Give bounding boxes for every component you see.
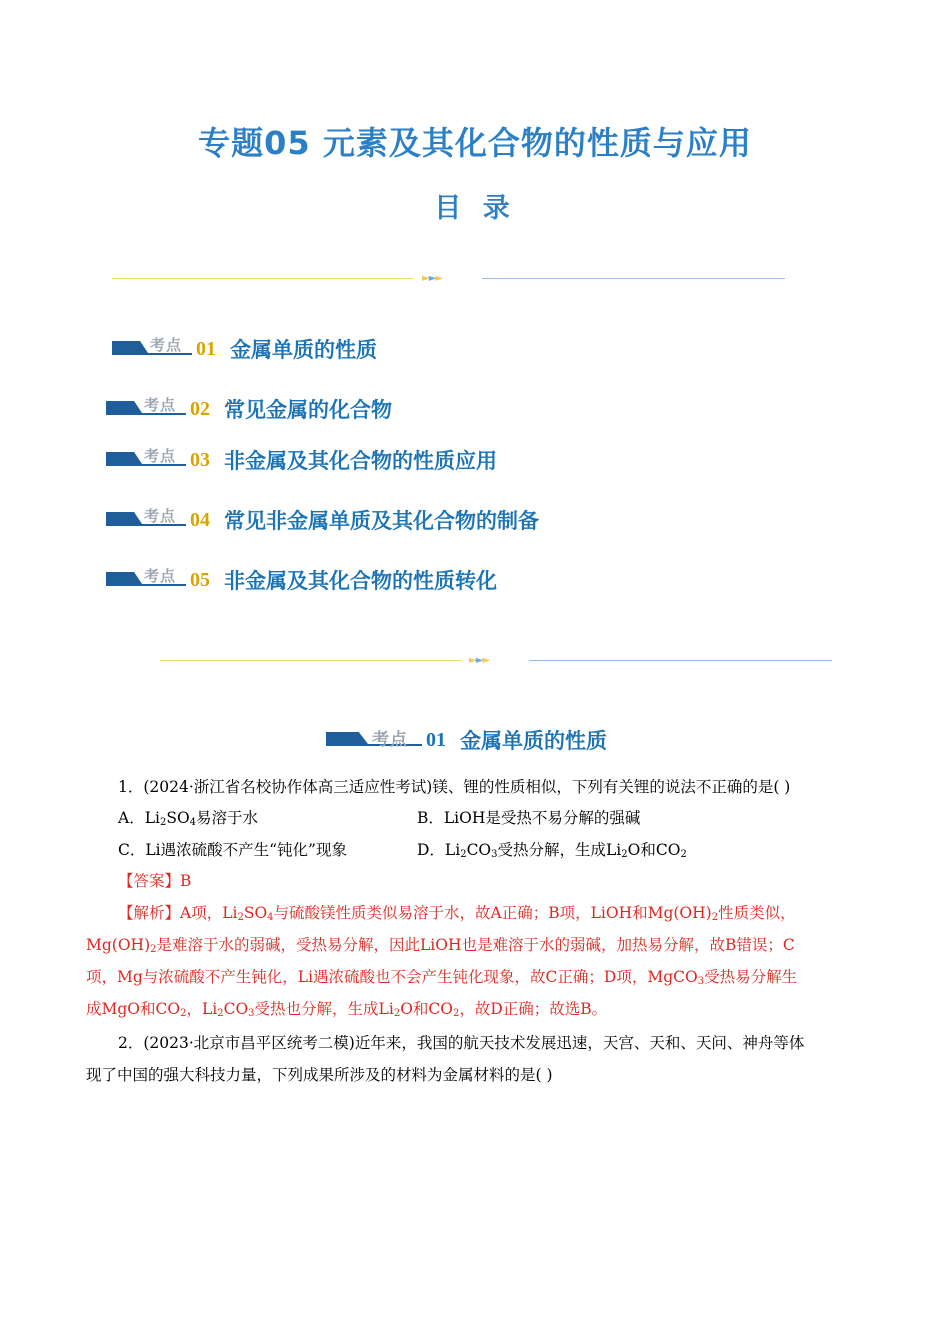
toc-heading: 目 录: [434, 193, 516, 224]
kaodian-badge: 考点: [106, 567, 186, 593]
q1-option-a: A．$Li_2SO_4$易溶于水: [118, 809, 259, 828]
q1-option-c: C．Li遇浓硫酸不产生“钝化”现象: [118, 841, 347, 859]
section-num: 01: [426, 728, 446, 751]
kaodian-badge: 考点: [106, 396, 186, 422]
q1-explanation-line-1: 【解析】A项，$Li_2SO_4$与硫酸镁性质类似易溶于水，故A正确；B项，LiOH和$Mg(OH)_2$性质类似，: [118, 904, 796, 923]
toc-num: 03: [190, 448, 210, 471]
q1-answer: 【答案】B: [118, 872, 192, 890]
toc-title: 非金属及其化合物的性质转化: [224, 569, 497, 593]
kaodian-badge: 考点: [106, 447, 186, 473]
toc-item-05[interactable]: [106, 564, 497, 596]
divider-top: ►►►: [112, 273, 785, 285]
q1-explanation-line-3: 项，Mg与浓硫酸不产生钝化，Li遇浓硫酸也不会产生钝化现象，故C正确；D项，MgCO$_3$受热易分解生: [86, 968, 798, 987]
toc-title: 常见非金属单质及其化合物的制备: [224, 509, 539, 533]
toc-num: 05: [190, 568, 210, 591]
section-heading: [326, 724, 607, 756]
toc-title: 金属单质的性质: [230, 338, 377, 362]
toc-item-03[interactable]: [106, 444, 497, 476]
q1-stem: 1．(2024·浙江省名校协作体高三适应性考试)镁、锂的性质相似，下列有关锂的说法不正确的是( ): [118, 778, 791, 796]
toc-num: 04: [190, 508, 210, 531]
divider-bottom: ►►►: [160, 655, 832, 667]
section-title: 金属单质的性质: [460, 729, 607, 753]
page-title: 专题05 元素及其化合物的性质与应用: [198, 124, 752, 162]
toc-num: 02: [190, 397, 210, 420]
toc-item-04[interactable]: [106, 504, 539, 536]
q1-explanation-line-2: $Mg(OH)_2$是难溶于水的弱碱，受热易分解，因此LiOH也是难溶于水的弱碱，加热易分解，故B错误；C: [86, 936, 795, 955]
toc-title: 非金属及其化合物的性质应用: [224, 449, 497, 473]
kaodian-badge: 考点: [106, 507, 186, 533]
kaodian-badge: 考点: [112, 336, 192, 362]
q2-stem-line-1: 2．(2023·北京市昌平区统考二模)近年来，我国的航天技术发展迅速，天宫、天和、天问、神舟等体: [118, 1034, 805, 1052]
q1-option-d: D．$Li_2CO_3$受热分解，生成$Li_2O$和$CO_2$: [417, 841, 687, 860]
toc-item-02[interactable]: [106, 393, 392, 425]
q1-explanation-line-4: 成MgO和$CO_2$，$Li_2CO_3$受热也分解，生成$Li_2O$和$CO_2$，故D正确；故选B。: [86, 1000, 608, 1019]
q2-stem-line-2: 现了中国的强大科技力量，下列成果所涉及的材料为金属材料的是( ): [86, 1066, 553, 1084]
kaodian-badge: 考点: [326, 727, 422, 753]
toc-num: 01: [196, 337, 216, 360]
toc-title: 常见金属的化合物: [224, 398, 392, 422]
toc-item-01[interactable]: [112, 333, 377, 365]
q1-option-b: B．LiOH是受热不易分解的强碱: [417, 809, 641, 827]
